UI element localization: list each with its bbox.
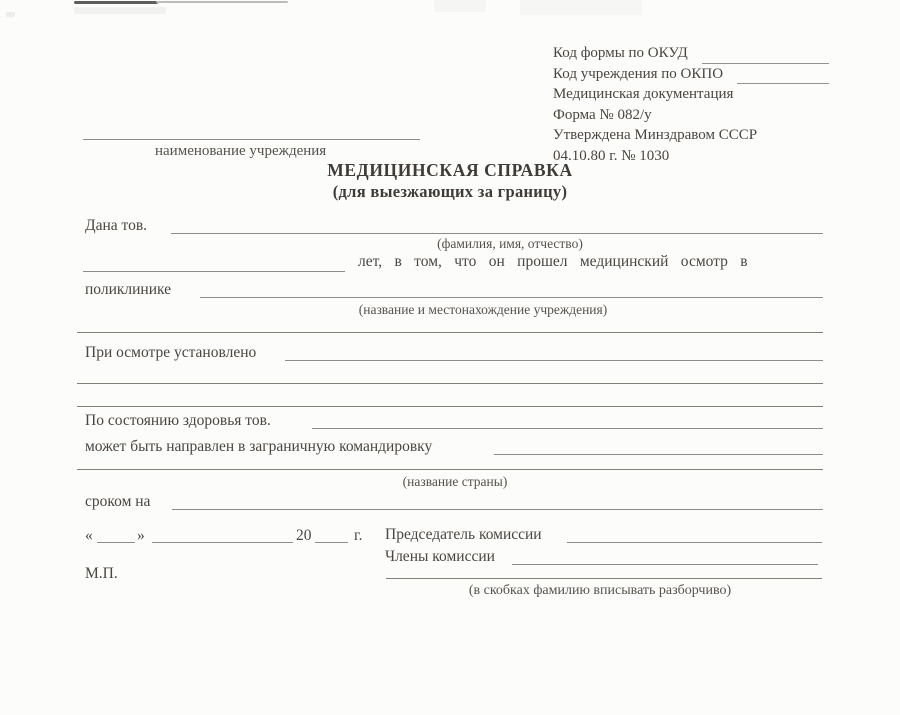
health-state-field [312, 412, 823, 429]
date-day-field [97, 526, 135, 543]
term-field [172, 493, 823, 510]
members-signature-field [512, 548, 818, 565]
institution-name-field [83, 123, 420, 140]
scan-artifact [156, 1, 288, 3]
members-extra-line [386, 578, 822, 579]
okud-label: Код формы по ОКУД [553, 45, 688, 61]
country-caption: (название страны) [402, 474, 508, 489]
polyclinic-label: поликлинике [85, 281, 172, 298]
full-name-caption: (фамилия, имя, отчество) [437, 236, 583, 251]
polyclinic-field [200, 281, 823, 298]
okpo-blank-field [737, 70, 829, 84]
scan-artifact [74, 1, 158, 4]
institution-location-caption: (название и местонахождение учреждения) [358, 302, 608, 317]
okud-row [553, 43, 829, 64]
stamp-label: М.П. [85, 565, 118, 582]
term-label: сроком на [85, 493, 151, 510]
form-title: МЕДИЦИНСКАЯ СПРАВКА [327, 160, 573, 180]
health-state-label: По состоянию здоровья тов. [85, 412, 271, 429]
form-meta-block [553, 43, 829, 166]
date-year-field [315, 526, 348, 543]
chairman-label: Председатель комиссии [385, 526, 542, 543]
members-label: Члены комиссии [385, 548, 495, 565]
full-name-field [171, 217, 823, 234]
age-field [83, 255, 345, 272]
scan-artifact [434, 0, 486, 12]
scan-artifact [520, 0, 642, 15]
date-month-field [152, 526, 293, 543]
examination-field [285, 344, 823, 361]
assignment-label: может быть направлен в заграничную командировку [85, 438, 433, 455]
form-number: Форма № 082/у [553, 106, 652, 123]
blank-rule-line [77, 469, 823, 470]
okud-blank-field [702, 50, 829, 64]
assignment-field [494, 438, 823, 455]
legibility-caption: (в скобках фамилию вписывать разборчиво) [468, 583, 732, 598]
issued-to-label: Дана тов. [85, 217, 148, 234]
scan-artifact [6, 12, 15, 17]
blank-rule-line [77, 332, 823, 333]
approved-date: 04.10.80 г. № 1030 [553, 147, 670, 164]
okpo-label: Код учреждения по ОКПО [553, 65, 724, 82]
chairman-signature-field [567, 526, 822, 543]
date-year-suffix: г. [354, 527, 363, 544]
scan-artifact [74, 7, 166, 14]
blank-rule-line [77, 383, 823, 384]
institution-caption: наименование учреждения [155, 143, 327, 159]
age-statement: лет, в том, что он прошел медицинский осмотр в [358, 253, 748, 270]
form-subtitle: (для выезжающих за границу) [332, 182, 568, 201]
approved-by: Утверждена Минздравом СССР [553, 127, 758, 143]
date-quote-open: « [85, 527, 93, 544]
doc-type: Медицинская документация [553, 86, 734, 102]
date-year-prefix: 20 [296, 527, 312, 544]
date-quote-close: » [137, 527, 145, 544]
examination-label: При осмотре установлено [85, 344, 257, 361]
blank-rule-line [77, 406, 823, 407]
okpo-row [553, 64, 829, 85]
